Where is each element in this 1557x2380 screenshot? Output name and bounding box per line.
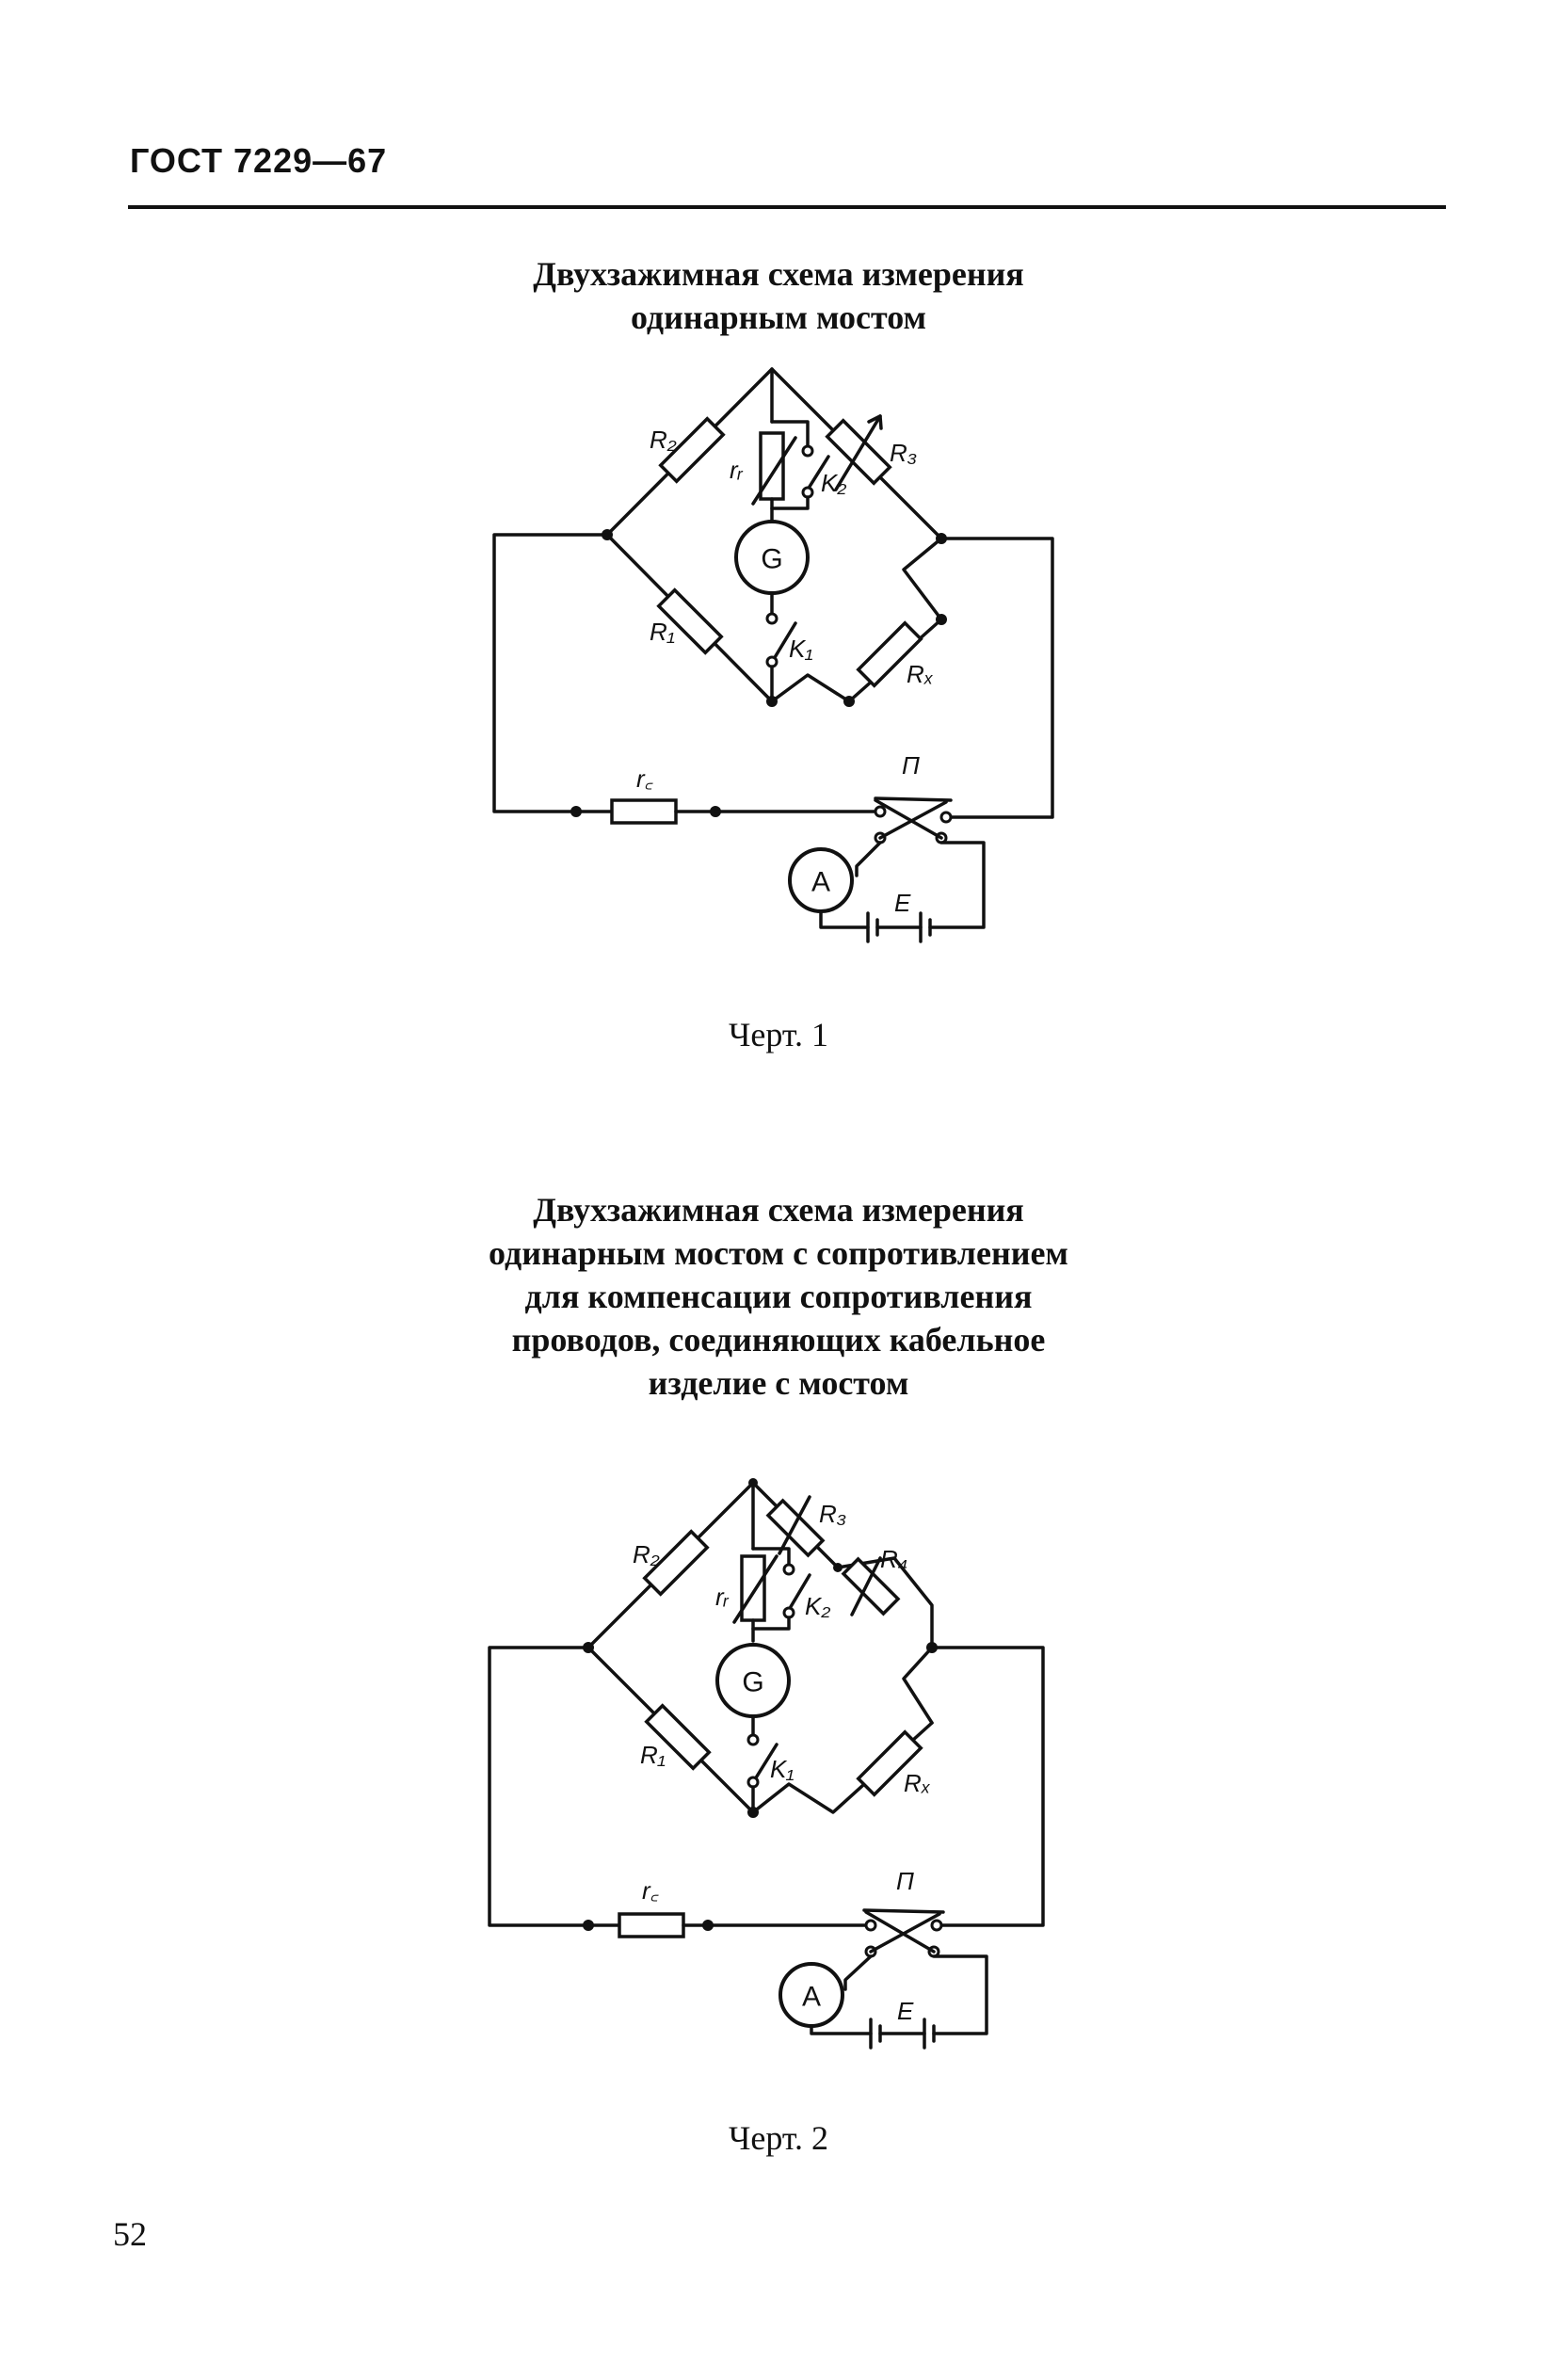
figure1-caption: Черт. 1 (729, 1016, 828, 1053)
outer-right-wire (932, 1648, 1043, 1925)
node-top (748, 1478, 758, 1488)
figure2-circuit (0, 1464, 1557, 2095)
label-r2: R₂ (650, 426, 677, 454)
label-rg: rᵣ (715, 1583, 729, 1611)
node-rx-top (936, 614, 947, 625)
reverser-blade-2 (875, 800, 941, 838)
k1-terminal-top (748, 1735, 758, 1745)
page-number: 52 (113, 2215, 147, 2253)
label-k1: K₁ (789, 635, 813, 663)
label-r2: R₂ (633, 1540, 660, 1568)
label-r3: R₃ (890, 439, 918, 467)
label-p: П (896, 1867, 914, 1895)
ammeter-label: A (801, 1981, 822, 2013)
figure1-title-line: одинарным мостом (630, 298, 927, 336)
reverser-terminal-tr (932, 1921, 941, 1930)
bridge-jumper-wire (904, 1648, 932, 1723)
resistor-rg (742, 1556, 764, 1620)
figure2-title-line: проводов, соединяющих кабельное (511, 1321, 1046, 1359)
figure1-title-line: Двухзажимная схема измерения (533, 255, 1024, 293)
outer-right-wire (941, 539, 1052, 817)
figure2-title-line: Двухзажимная схема измерения (533, 1191, 1024, 1229)
label-k2: K₂ (821, 469, 847, 497)
battery-return-wire (930, 843, 984, 927)
label-k1: K₁ (770, 1755, 795, 1783)
k2-terminal-top (803, 446, 812, 456)
outer-left-wire (490, 1648, 588, 1925)
figure2-caption: Черт. 2 (729, 2119, 828, 2157)
node-bottom (766, 696, 778, 707)
reverser-to-ammeter-wire (845, 1956, 871, 1989)
label-r1: R₁ (650, 618, 675, 646)
label-e: E (897, 1997, 914, 2025)
k1-terminal-top (767, 614, 777, 623)
label-rg: rᵣ (730, 456, 743, 484)
figure2-title (0, 1188, 1557, 1405)
ammeter-to-battery-wire (811, 2026, 871, 2034)
label-e: E (894, 889, 911, 917)
label-rx: Rₓ (904, 1769, 931, 1797)
label-re: r꜀ (636, 764, 653, 793)
resistor-re (619, 1914, 683, 1937)
node-rx-bottom (843, 696, 855, 707)
header-rule (128, 205, 1446, 209)
reverser-terminal-tr (941, 812, 951, 822)
label-r3: R₃ (819, 1500, 847, 1528)
figure2-title-line: изделие с мостом (648, 1364, 909, 1402)
battery-return-wire (934, 1956, 987, 2034)
galvanometer-label: G (761, 543, 783, 575)
label-re: r꜀ (642, 1876, 659, 1905)
resistor-re (612, 800, 676, 823)
document-header: ГОСТ 7229—67 (130, 141, 388, 180)
label-r1: R₁ (640, 1741, 666, 1769)
label-k2: K₂ (805, 1592, 831, 1620)
ammeter-label: A (811, 866, 831, 898)
bridge-jumper-wire (904, 539, 941, 619)
reverser-link (864, 1910, 943, 1912)
ammeter-to-battery-wire (821, 911, 868, 927)
figure1-title (0, 252, 1557, 339)
outer-left-wire (494, 535, 607, 812)
label-p: П (902, 751, 920, 780)
reverser-to-ammeter-wire (857, 843, 880, 876)
reverser-terminal-tl (866, 1921, 875, 1930)
figure2-title-line: для компенсации сопротивления (524, 1278, 1033, 1315)
label-rx: Rₓ (907, 660, 934, 688)
reverser-link (875, 798, 951, 800)
reverser-blade-2 (866, 1912, 934, 1952)
label-r4: R₄ (880, 1545, 908, 1573)
k2-terminal-top (784, 1565, 794, 1574)
reverser-terminal-tl (875, 807, 885, 816)
figure2-title-line: одинарным мостом с сопротивлением (489, 1234, 1068, 1272)
figure1-circuit (0, 358, 1557, 970)
node-r3-r4 (833, 1563, 843, 1572)
galvanometer-label: G (742, 1666, 764, 1698)
node-bottom (747, 1807, 759, 1818)
